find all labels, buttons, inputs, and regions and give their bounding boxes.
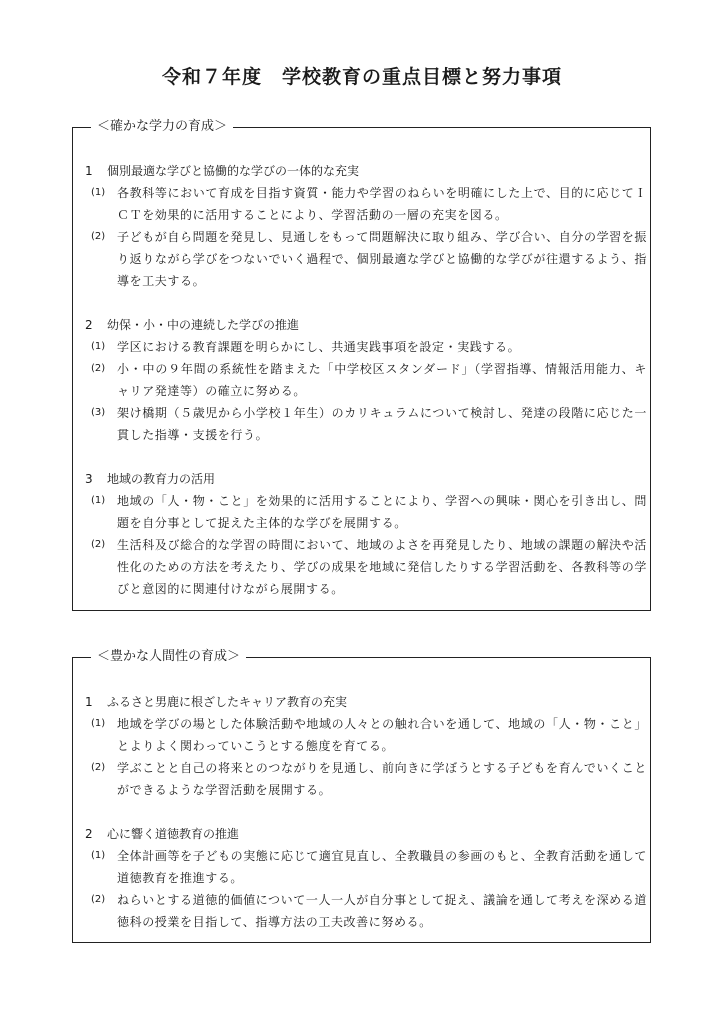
section-heading bbox=[85, 162, 359, 180]
item-text: 小・中の９年間の系統性を踏まえた「中学校区スタンダード」（学習指導、情報活用能力、キャリア発達等）の確立に努める。 bbox=[117, 362, 647, 398]
section-box-academic bbox=[72, 119, 651, 611]
page-title: 令和７年度 学校教育の重点目標と努力事項 bbox=[161, 66, 562, 88]
item-number: (2) bbox=[91, 539, 106, 550]
item-number: (2) bbox=[91, 894, 106, 905]
list-item bbox=[91, 226, 647, 292]
list-item bbox=[91, 336, 647, 358]
item-text: 学ぶことと自己の将来とのつながりを見通し、前向きに学ぼうとする子どもを育んでいくことができるような学習活動を展開する。 bbox=[117, 761, 647, 797]
item-text: 架け橋期（５歳児から小学校１年生）のカリキュラムについて検討し、発達の段階に応じた一貫した指導・支援を行う。 bbox=[117, 406, 647, 442]
section-heading bbox=[85, 316, 299, 334]
section-title: 個別最適な学びと協働的な学びの一体的な充実 bbox=[107, 164, 360, 178]
list-item bbox=[91, 757, 647, 801]
list-item bbox=[91, 182, 647, 226]
item-number: (1) bbox=[91, 718, 106, 729]
box-heading: ＜確かな学力の育成＞ bbox=[91, 118, 233, 136]
item-text: 地域を学びの場とした体験活動や地域の人々との触れ合いを通して、地域の「人・物・こと」とよりよく関わっていこうとする態度を育てる。 bbox=[117, 717, 647, 753]
section-number: 1 bbox=[85, 695, 93, 709]
section-heading bbox=[85, 470, 215, 488]
item-number: (1) bbox=[91, 495, 106, 506]
section-box-humanity bbox=[72, 649, 651, 943]
item-text: 全体計画等を子どもの実態に応じて適宜見直し、全教職員の参画のもと、全教育活動を通して道徳教育を推進する。 bbox=[117, 849, 647, 885]
section-title: 幼保・小・中の連続した学びの推進 bbox=[107, 318, 300, 332]
item-text: 学区における教育課題を明らかにし、共通実践事項を設定・実践する。 bbox=[117, 340, 521, 354]
list-item bbox=[91, 534, 647, 600]
section-number: 1 bbox=[85, 164, 93, 178]
item-text: 子どもが自ら問題を発見し、見通しをもって問題解決に取り組み、学び合い、自分の学習を振り返りながら学びをつないでいく過程で、個別最適な学びと協働的な学びが往還するよう、指導を工夫する。 bbox=[117, 230, 647, 288]
section-number: 3 bbox=[85, 472, 93, 486]
section-heading bbox=[85, 825, 239, 843]
list-item bbox=[91, 402, 647, 446]
box-heading: ＜豊かな人間性の育成＞ bbox=[91, 648, 246, 666]
list-item bbox=[91, 713, 647, 757]
section-heading bbox=[85, 693, 347, 711]
list-item bbox=[91, 358, 647, 402]
item-number: (2) bbox=[91, 231, 106, 242]
item-number: (3) bbox=[91, 407, 106, 418]
list-item bbox=[91, 845, 647, 889]
section-number: 2 bbox=[85, 318, 93, 332]
section-title: 地域の教育力の活用 bbox=[107, 472, 216, 486]
section-number: 2 bbox=[85, 827, 93, 841]
section-title: ふるさと男鹿に根ざしたキャリア教育の充実 bbox=[107, 695, 348, 709]
item-text: ねらいとする道徳的価値について一人一人が自分事として捉え、議論を通して考えを深める道徳科の授業を目指して、指導方法の工夫改善に努める。 bbox=[117, 893, 647, 929]
item-text: 各教科等において育成を目指す資質・能力や学習のねらいを明確にした上で、目的に応じてＩＣＴを効果的に活用することにより、学習活動の一層の充実を図る。 bbox=[117, 186, 647, 222]
item-number: (2) bbox=[91, 363, 106, 374]
list-item bbox=[91, 889, 647, 933]
item-text: 生活科及び総合的な学習の時間において、地域のよさを再発見したり、地域の課題の解決や活性化のための方法を考えたり、学びの成果を地域に発信したりする学習活動を、各教科等の学びと意図的に関連付けながら展開する。 bbox=[117, 538, 647, 596]
item-number: (1) bbox=[91, 850, 106, 861]
list-item bbox=[91, 490, 647, 534]
section-title: 心に響く道徳教育の推進 bbox=[107, 827, 240, 841]
item-number: (2) bbox=[91, 762, 106, 773]
item-number: (1) bbox=[91, 341, 106, 352]
item-text: 地域の「人・物・こと」を効果的に活用することにより、学習への興味・関心を引き出し、問題を自分事として捉えた主体的な学びを展開する。 bbox=[117, 494, 647, 530]
item-number: (1) bbox=[91, 187, 106, 198]
